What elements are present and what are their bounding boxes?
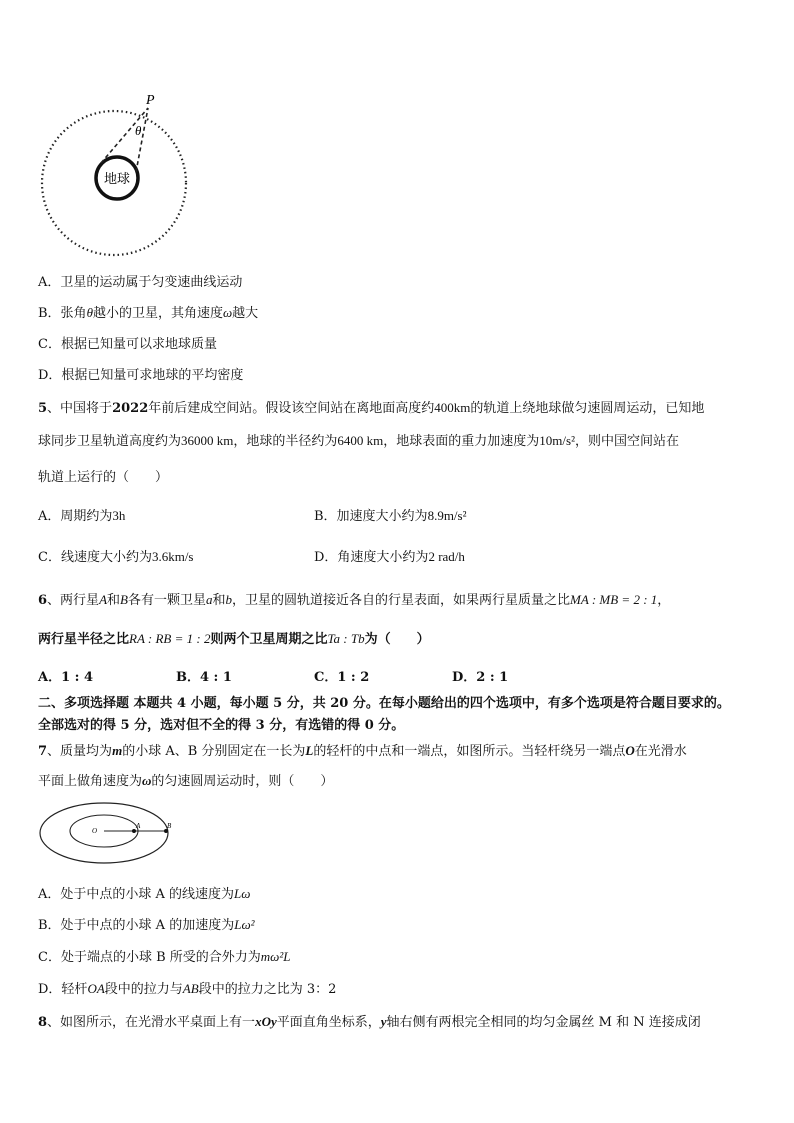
q7-number: 7 [38, 744, 48, 759]
q5-line-2 [38, 430, 679, 449]
q5-sync-height: 36000 km [181, 433, 234, 448]
q5-l2-d: ，则中国空间站在 [574, 434, 679, 449]
q6-option-c: C．1 : 2 [314, 670, 370, 685]
q8-number: 8 [38, 1015, 48, 1030]
q7-option-a [38, 883, 250, 902]
q7-line-2 [38, 770, 333, 789]
fig-label-o: O [92, 827, 98, 835]
q8-c: 轴右侧有两根完全相同的均匀金属丝 M 和 N 连接成闭 [386, 1015, 701, 1030]
fig-label-a: A [136, 822, 141, 830]
q5-earth-radius: 6400 km [337, 433, 384, 448]
q6-period-ratio: Ta : Tb [327, 631, 365, 646]
q7-d-pre: D．轻杆 [38, 982, 88, 997]
q8-xoy: xOy [255, 1014, 277, 1029]
label-p: P [146, 93, 155, 108]
q6-sat-b: b [225, 592, 233, 607]
q5-option-a [38, 505, 125, 524]
q7-c: 的轻杆的中点和一端点，如图所示。当轻杆绕另一端点 [313, 744, 626, 759]
q7-option-d [38, 978, 336, 997]
q6-d: 和 [212, 593, 226, 608]
q5-option-d [314, 546, 465, 565]
q7-option-c [38, 946, 290, 965]
q5-year: 2022 [112, 401, 149, 416]
q8-line-1 [38, 1011, 701, 1030]
label-earth: 地球 [103, 172, 131, 187]
q7-l2-b: 的匀速圆周运动时，则（ ） [151, 774, 334, 789]
q5-text-c: 的轨道上绕地球做匀速圆周运动，已知地 [470, 401, 705, 416]
q6-option-d: D．2 : 1 [452, 670, 509, 685]
q6-l2-b: 则两个卫星周期之比 [210, 632, 328, 647]
q5-text-b: 年前后建成空间站。假设该空间站在离地面高度约 [148, 401, 435, 416]
q6-planet-b: B [120, 592, 128, 607]
q4-b-omega: ω [222, 305, 233, 320]
label-theta: θ [135, 123, 142, 138]
q5-l2-b: ，地球的半径约为 [233, 434, 338, 449]
q7-a: 、质量均为 [47, 744, 113, 759]
q5-height-value: 400km [434, 400, 471, 415]
q6-radius-ratio: RA : RB = 1 : 2 [129, 631, 211, 646]
q5-d-pre: D．角速度大小约为 [314, 550, 429, 565]
section2-line-2: 全部选对的得 5 分，选对但不全的得 3 分，有选错的得 0 分。 [38, 718, 405, 733]
q6-c: 各有一颗卫星 [127, 593, 206, 608]
q6-line-2 [38, 628, 430, 647]
q5-number: 5 [38, 401, 48, 416]
q7-a-val: Lω [234, 886, 251, 901]
q4-b-mid: 越小的卫星，其角速度 [92, 306, 223, 321]
fig-label-b: B [167, 822, 172, 830]
q6-option-b: B．4 : 1 [176, 670, 232, 685]
q5-b-val: 8.9m/s² [427, 508, 467, 523]
q6-l2-c: 为（ ） [364, 632, 430, 647]
q8-b: 平面直角坐标系， [276, 1015, 381, 1030]
outer-ellipse [40, 803, 168, 863]
q5-c-pre: C．线速度大小约为 [38, 550, 152, 565]
q6-mass-ratio: MA : MB = 2 : 1 [570, 592, 658, 607]
q7-d-ab: AB [182, 981, 199, 996]
q6-l2-a: 两行星半径之比 [38, 632, 130, 647]
q7-mass: m [112, 743, 123, 758]
q5-a-pre: A．周期约为 [38, 509, 113, 524]
q7-d-oa: OA [87, 981, 105, 996]
q4-b-pre: B．张角 [38, 306, 87, 321]
q6-a: 、两行星 [47, 593, 100, 608]
q6-line-1 [38, 589, 670, 608]
q4-b-post: 越大 [232, 306, 259, 321]
q7-b-val: Lω² [234, 917, 255, 932]
q5-option-b [314, 505, 467, 524]
q6-e: ，卫星的圆轨道接近各自的行星表面，如果两行星质量之比 [232, 593, 571, 608]
q4-option-c: C．根据已知量可以求地球质量 [38, 337, 217, 352]
q7-d-post: 段中的拉力之比为 3：2 [198, 982, 337, 997]
q7-option-b [38, 914, 255, 933]
q8-a: 、如图所示，在光滑水平桌面上有一 [47, 1015, 256, 1030]
q7-a-pre: A．处于中点的小球 A 的线速度为 [38, 887, 235, 902]
q8-y: y [380, 1014, 387, 1029]
orbit-figure [30, 88, 200, 258]
q6-number: 6 [38, 593, 48, 608]
q7-b: 的小球 A、B 分别固定在一长为 [122, 744, 306, 759]
q7-omega: ω [142, 773, 152, 788]
q5-text-a: 、中国将于 [47, 401, 113, 416]
q5-line-1 [38, 397, 704, 416]
tangent-line-right [136, 108, 148, 172]
q4-option-d: D．根据已知量可求地球的平均密度 [38, 368, 244, 383]
rod-figure [36, 800, 176, 870]
q4-option-a: A．卫星的运动属于匀变速曲线运动 [38, 275, 243, 290]
q6-f: ， [657, 593, 671, 608]
q7-d-mid: 段中的拉力与 [104, 982, 183, 997]
q6-planet-a: A [99, 592, 108, 607]
q5-option-c [38, 546, 194, 565]
q6-option-a: A．1 : 4 [38, 670, 94, 685]
q7-c-pre: C．处于端点的小球 B 所受的合外力为 [38, 950, 261, 965]
q5-c-val: 3.6km/s [151, 549, 194, 564]
q5-l2-c: ，地球表面的重力加速度为 [383, 434, 540, 449]
q7-pivot: O [625, 743, 635, 758]
q7-b-pre: B．处于中点的小球 A 的加速度为 [38, 918, 235, 933]
section2-line-1: 二、多项选择题 本题共 4 小题，每小题 5 分，共 20 分。在每小题给出的四个选项中，有多个选项是符合题目要求的。 [38, 696, 730, 711]
q5-d-val: 2 rad/h [428, 549, 465, 564]
q6-b: 和 [107, 593, 121, 608]
q4-b-theta: θ [86, 305, 93, 320]
q7-l2-a: 平面上做角速度为 [38, 774, 143, 789]
q5-a-val: 3h [112, 508, 126, 523]
q6-sat-a: a [206, 592, 213, 607]
q4-option-b [38, 302, 258, 321]
q7-length: L [305, 743, 314, 758]
q5-b-pre: B．加速度大小约为 [314, 509, 428, 524]
q5-line-3: 轨道上运行的（ ） [38, 470, 169, 485]
q7-d: 在光滑水 [634, 744, 687, 759]
q5-gravity: 10m/s² [539, 433, 575, 448]
q7-line-1 [38, 740, 687, 759]
q7-c-val: mω²L [260, 949, 291, 964]
q5-l2-a: 球同步卫星轨道高度约为 [38, 434, 182, 449]
